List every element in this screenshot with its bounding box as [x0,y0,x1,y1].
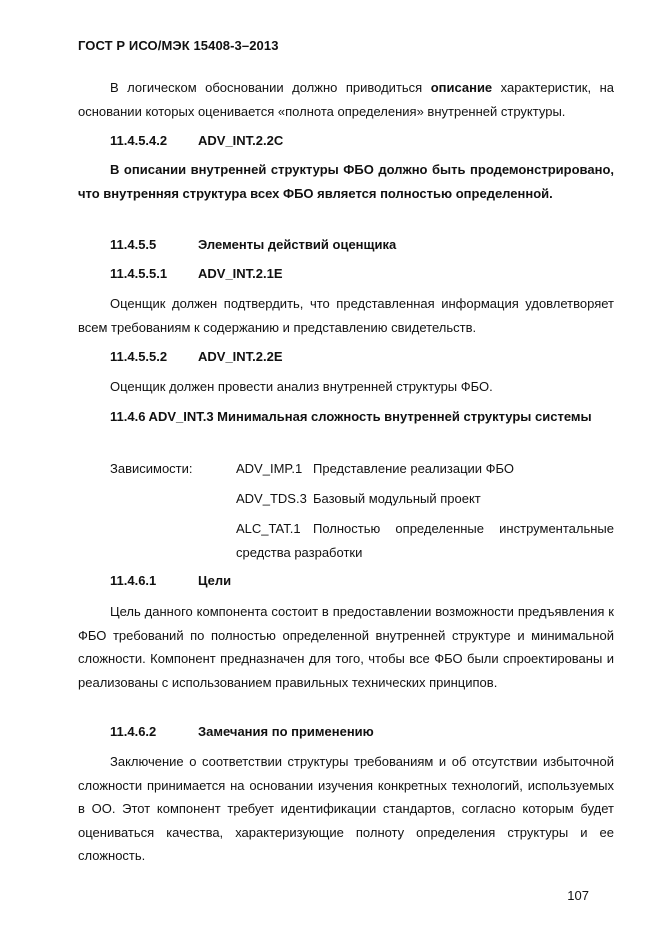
clause-number: 11.4.6.2 [110,724,157,739]
dependencies-label: Зависимости: [110,461,193,476]
clause-number: 11.4.5.5.2 [110,349,168,364]
clause-number: 11.4.5.5 [110,237,157,252]
page-number: 107 [567,888,589,903]
dependency-text: Полностью определенные инструментальные средства разработки [236,521,614,560]
clause-number: 11.4.5.5.1 [110,266,168,281]
dependency-item [236,487,614,511]
dependency-code: ALC_TAT.1 [236,521,301,536]
dependency-item [236,517,614,565]
clause-heading [110,235,396,255]
paragraph-objectives: Цель данного компонента состоит в предоставлении возможности предъявления к ФБО требований по полностью определенной внутренней структуре и минимальной сложности. Компонент предназначен для того, чтобы все ФБО были спроектированы и реализованы с использованием правильных технических принципов. [78,604,614,690]
clause-title: ADV_INT.2.1E [198,266,283,281]
clause-heading [110,347,283,367]
paragraph-requirement: В описании внутренней структуры ФБО должно быть продемонстрировано, что внутренняя структура всех ФБО является полностью определенной. [78,162,614,201]
dependency-item [236,457,614,481]
clause-heading [110,571,231,591]
dependency-text: Представление реализации ФБО [313,461,515,476]
document-header: ГОСТ Р ИСО/МЭК 15408-3–2013 [78,38,279,53]
dependency-text: Базовый модульный проект [313,491,481,506]
clause-heading [110,264,283,284]
paragraph-application-notes: Заключение о соответствии структуры требованиям и об отсутствии избыточной сложности принимается на основании изучения конкретных технологий, используемых в ОО. Этот компонент требует идентификации стандартов, согласно которым будет оцениваться качества, характеризующие полноту определения структуры и ее сложность. [78,754,614,863]
paragraph-text: характеристик, на основании которых оценивается «полнота определения» внутренней структуры. [78,80,614,119]
paragraph-rationale [78,76,614,123]
clause-heading [110,722,374,742]
clause-title: Замечания по применению [198,724,374,739]
clause-number: 11.4.6.1 [110,573,157,588]
clause-title: ADV_INT.2.2C [198,133,284,148]
clause-title: ADV_INT.2.2E [198,349,283,364]
bold-term: описание [430,80,493,95]
dependency-code: ADV_TDS.3 [236,491,307,506]
paragraph-evaluator-analysis: Оценщик должен провести анализ внутренней структуры ФБО. [110,379,493,394]
clause-heading [110,131,283,151]
dependency-code: ADV_IMP.1 [236,461,303,476]
paragraph-evaluator-confirm: Оценщик должен подтвердить, что представленная информация удовлетворяет всем требованиям к содержанию и представлению свидетельств. [78,296,614,335]
clause-title: Элементы действий оценщика [198,237,397,252]
clause-number: 11.4.5.4.2 [110,133,168,148]
section-heading-11-4-6: 11.4.6 ADV_INT.3 Минимальная сложность внутренней структуры системы [110,409,592,424]
clause-title: Цели [198,573,232,588]
paragraph-text: В логическом обосновании должно приводиться [110,80,431,95]
